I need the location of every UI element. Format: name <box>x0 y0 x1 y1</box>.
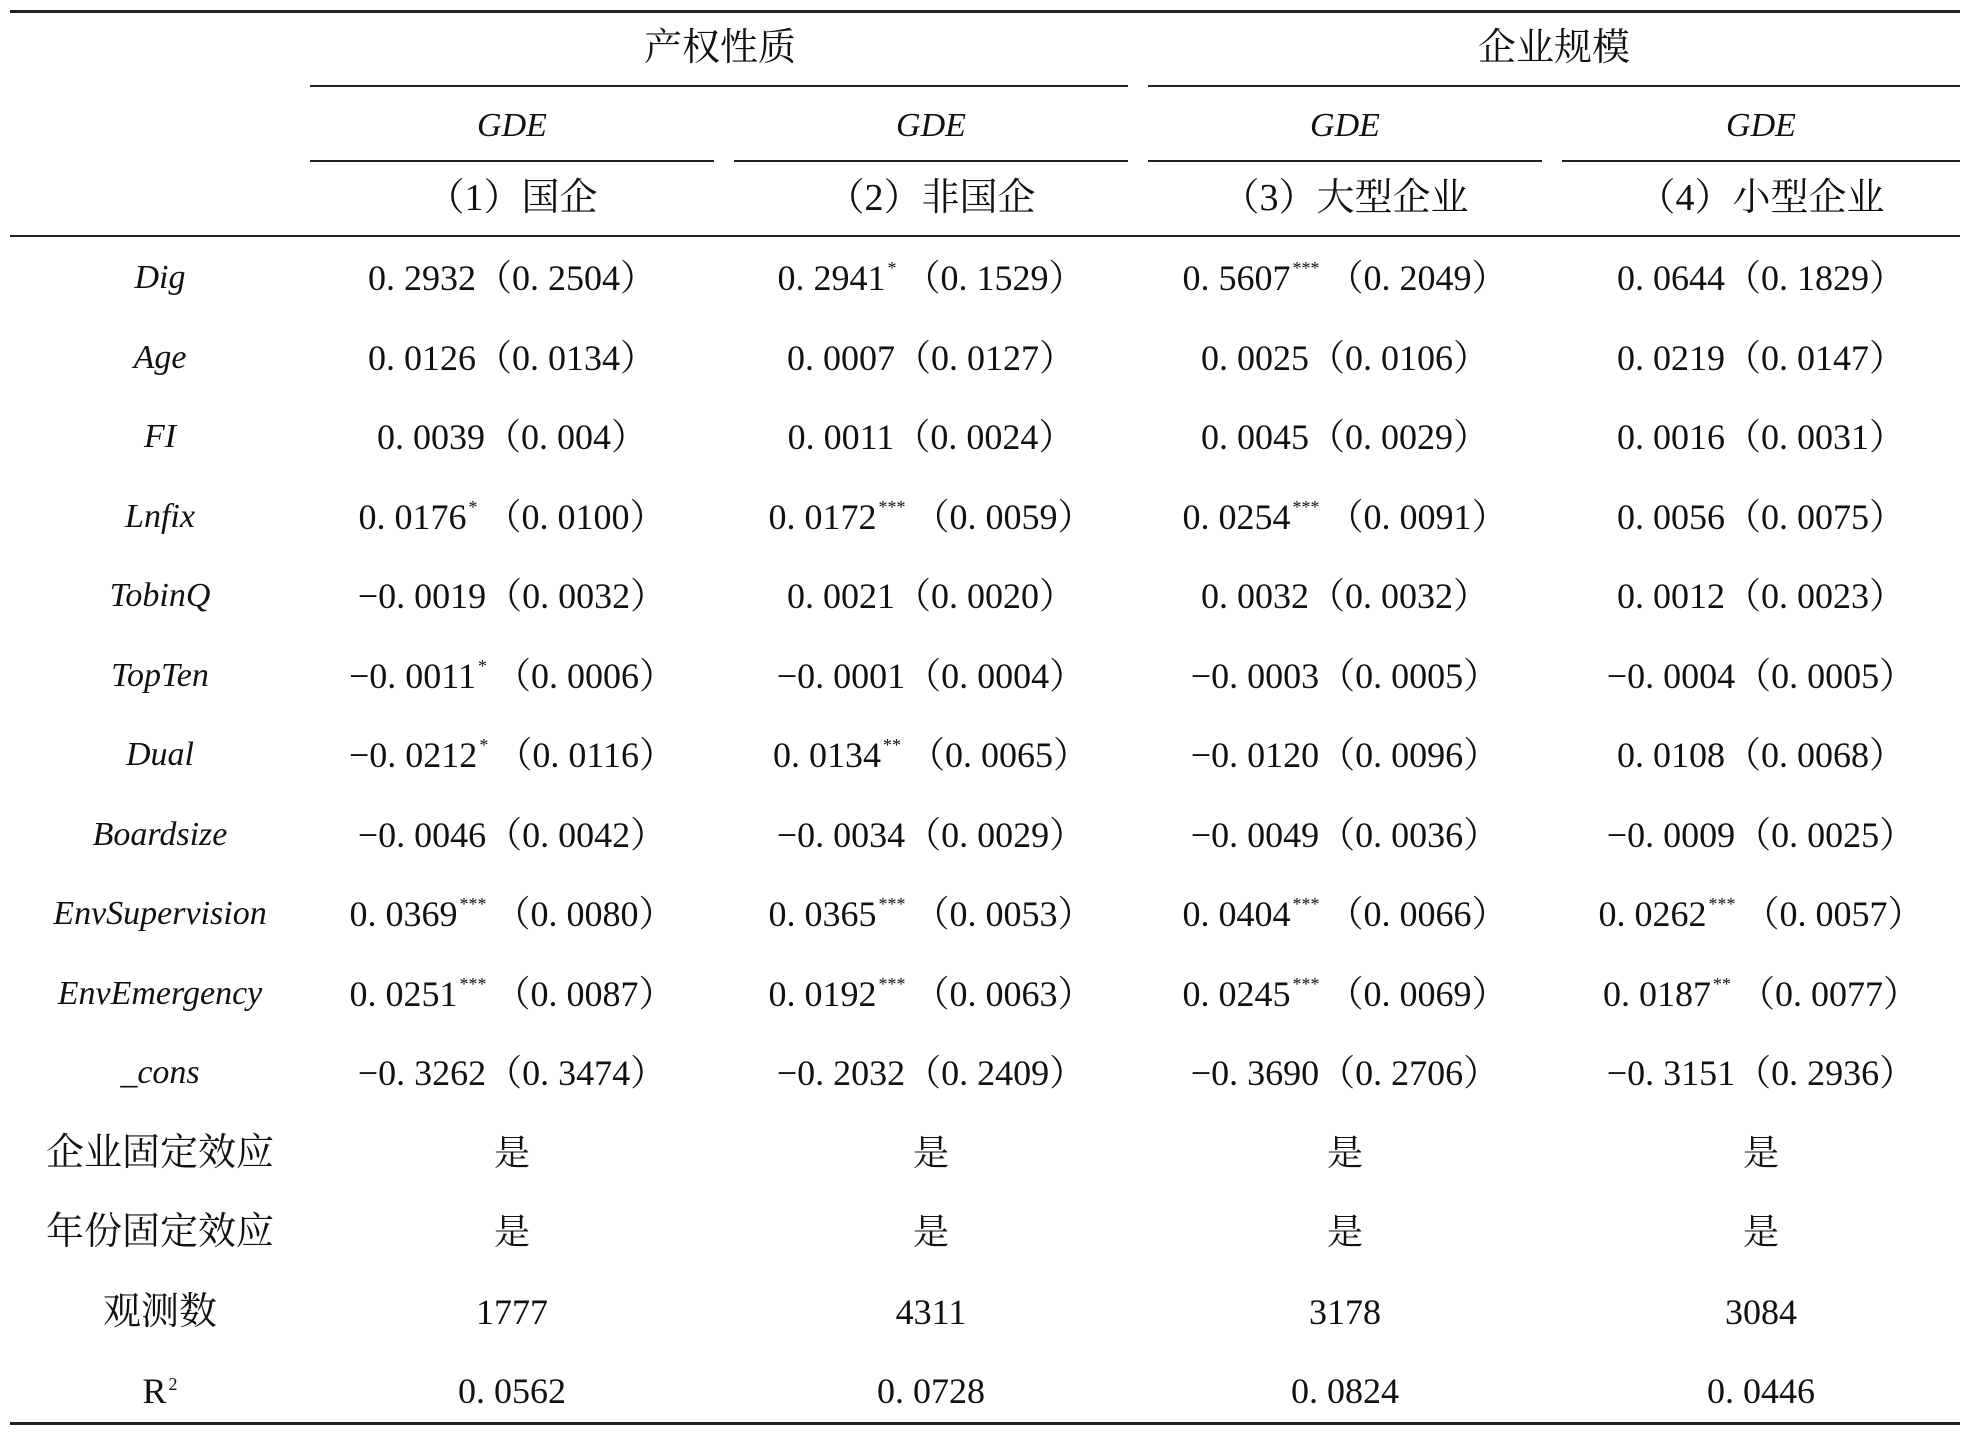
table-cell <box>734 256 1128 306</box>
standard-error: （0. 0059） <box>913 496 1094 537</box>
table-cell: 0. 0446 <box>1707 1371 1815 1411</box>
standard-error: （0. 0004） <box>905 655 1086 696</box>
table-cell <box>1562 495 1960 539</box>
standard-error: （0. 0024） <box>894 417 1075 457</box>
coefficient: 0. 0245 <box>1182 973 1291 1014</box>
row-label: Dig <box>134 259 186 296</box>
table-cell <box>734 654 1128 698</box>
column-header-2: （2）非国企 <box>826 177 1036 219</box>
standard-error: （0. 0116） <box>496 735 675 775</box>
coefficient: 0. 0262 <box>1598 894 1707 934</box>
standard-error: （0. 0065） <box>908 735 1089 775</box>
dep-var-label-4: GDE <box>1726 107 1796 144</box>
significance-stars: *** <box>878 894 906 914</box>
table-cell <box>1148 892 1542 942</box>
table-cell: 是 <box>1742 1212 1779 1252</box>
coefficient: −0. 0003 <box>1190 655 1320 696</box>
significance-stars: *** <box>459 894 487 914</box>
coefficient: −0. 0120 <box>1190 735 1320 775</box>
standard-error: （0. 004） <box>484 417 647 457</box>
table-cell <box>734 892 1128 942</box>
table-cell: 是 <box>1326 1212 1363 1252</box>
coefficient: −0. 0009 <box>1606 814 1736 855</box>
row-label: FI <box>143 418 177 455</box>
group-header-ownership: 产权性质 <box>643 27 796 69</box>
top-rule <box>10 10 1960 13</box>
coefficient: −0. 3262 <box>357 1053 487 1093</box>
coefficient: 0. 0251 <box>349 973 458 1014</box>
row-label: Dual <box>126 736 194 773</box>
table-cell <box>1148 495 1542 545</box>
table-cell <box>734 972 1128 1022</box>
standard-error: （0. 0075） <box>1724 496 1905 537</box>
table-cell <box>1562 892 1960 942</box>
coefficient: 0. 0254 <box>1182 496 1291 537</box>
table-cell <box>1148 813 1542 857</box>
significance-stars: ** <box>882 735 901 755</box>
col-rule-4 <box>1562 160 1960 162</box>
coefficient: −0. 0004 <box>1606 655 1736 696</box>
table-cell <box>310 256 714 300</box>
table-cell: 是 <box>912 1132 949 1173</box>
coefficient: −0. 0046 <box>357 814 487 855</box>
coefficient: 0. 0219 <box>1616 337 1725 378</box>
significance-stars: *** <box>459 973 487 994</box>
coefficient: −0. 0011 <box>349 655 476 696</box>
row-label: Age <box>133 338 187 376</box>
coefficient: 0. 0369 <box>349 894 458 934</box>
table-cell: 3178 <box>1309 1291 1381 1332</box>
standard-error: （0. 1529） <box>904 258 1085 298</box>
significance-stars: *** <box>878 496 906 517</box>
table-cell: 是 <box>493 1132 530 1173</box>
standard-error: （0. 1829） <box>1724 258 1905 298</box>
table-cell: 1777 <box>476 1291 548 1332</box>
table-cell: 是 <box>493 1212 530 1252</box>
table-cell <box>1562 574 1960 618</box>
table-cell <box>734 336 1128 380</box>
standard-error: （0. 0096） <box>1319 735 1500 775</box>
row-label-r2 <box>10 1369 310 1413</box>
standard-error: （0. 2409） <box>905 1053 1086 1093</box>
standard-error: （0. 0006） <box>494 655 675 696</box>
standard-error: （0. 0069） <box>1327 973 1508 1014</box>
table-cell <box>310 733 714 783</box>
col-rule-2 <box>734 160 1128 162</box>
row-label: 企业固定效应 <box>45 1131 274 1174</box>
standard-error: （0. 0106） <box>1308 337 1489 378</box>
table-cell: 是 <box>912 1212 949 1252</box>
coefficient: 0. 0172 <box>768 496 877 537</box>
standard-error: （0. 0077） <box>1738 973 1919 1014</box>
table-cell <box>310 892 714 942</box>
standard-error: （0. 2706） <box>1319 1053 1500 1093</box>
column-header-4: （4）小型企业 <box>1637 177 1885 219</box>
standard-error: （0. 0036） <box>1319 814 1500 855</box>
coefficient: 0. 0007 <box>786 337 895 378</box>
standard-error: （0. 0066） <box>1327 894 1508 934</box>
table-cell: 是 <box>1742 1132 1779 1173</box>
standard-error: （0. 0091） <box>1327 496 1508 537</box>
r-superscript: 2 <box>168 1374 178 1394</box>
table-cell <box>1148 336 1542 380</box>
coefficient: 0. 0011 <box>787 417 895 457</box>
table-cell <box>1562 1051 1960 1095</box>
group-rule-size <box>1148 85 1960 87</box>
coefficient: 0. 0134 <box>772 735 881 775</box>
r-label: R <box>142 1371 167 1411</box>
dep-var-label-2: GDE <box>896 107 966 144</box>
standard-error: （0. 0147） <box>1724 337 1905 378</box>
coefficient: 0. 0644 <box>1616 258 1725 298</box>
table-cell <box>1148 415 1542 459</box>
standard-error: （0. 0087） <box>494 973 675 1014</box>
coefficient: 0. 0404 <box>1182 894 1291 934</box>
column-header-1: （1）国企 <box>426 177 598 219</box>
header-rule <box>10 235 1960 237</box>
group-header-size: 企业规模 <box>1477 27 1630 69</box>
table-cell: 4311 <box>895 1291 967 1332</box>
standard-error: （0. 0080） <box>494 894 675 934</box>
row-label: TobinQ <box>109 577 211 614</box>
column-header-3: （3）大型企业 <box>1221 177 1469 219</box>
group-rule-ownership <box>310 85 1128 87</box>
standard-error: （0. 0023） <box>1724 576 1905 616</box>
coefficient: 0. 2941 <box>777 258 886 298</box>
table-cell <box>734 574 1128 618</box>
row-label: TopTen <box>111 656 209 694</box>
coefficient: −0. 0019 <box>357 576 487 616</box>
coefficient: −0. 0049 <box>1190 814 1320 855</box>
significance-stars: *** <box>878 973 906 994</box>
standard-error: （0. 0005） <box>1735 655 1916 696</box>
row-label: 年份固定效应 <box>45 1211 274 1253</box>
coefficient: 0. 0108 <box>1616 735 1725 775</box>
table-cell: 是 <box>1326 1132 1363 1173</box>
table-cell <box>1562 256 1960 300</box>
coefficient: 0. 0056 <box>1616 496 1725 537</box>
table-cell <box>1148 733 1542 777</box>
coefficient: 0. 0021 <box>786 576 895 616</box>
row-label: EnvSupervision <box>53 895 267 932</box>
significance-stars: *** <box>1292 496 1320 517</box>
standard-error: （0. 0053） <box>913 894 1094 934</box>
table-cell <box>1148 574 1542 618</box>
table-cell <box>310 813 714 857</box>
significance-stars: ** <box>1712 973 1731 994</box>
row-label: Lnfix <box>125 497 195 535</box>
coefficient: −0. 2032 <box>776 1053 906 1093</box>
significance-stars: *** <box>1292 894 1320 914</box>
standard-error: （0. 2504） <box>475 258 656 298</box>
table-cell: 0. 0824 <box>1291 1371 1399 1411</box>
table-cell <box>1148 972 1542 1022</box>
row-label: Boardsize <box>92 815 228 853</box>
table-cell <box>1148 256 1542 306</box>
table-cell <box>310 415 714 459</box>
standard-error: （0. 0031） <box>1724 417 1905 457</box>
row-label: EnvEmergency <box>57 974 263 1012</box>
table-cell <box>1562 415 1960 459</box>
significance-stars: * <box>468 496 478 517</box>
standard-error: （0. 0025） <box>1735 814 1916 855</box>
table-cell <box>310 654 714 704</box>
standard-error: （0. 2936） <box>1735 1053 1916 1093</box>
table-cell: 0. 0562 <box>458 1371 566 1411</box>
table-cell <box>734 813 1128 857</box>
coefficient: 0. 0126 <box>367 337 476 378</box>
col-rule-3 <box>1148 160 1542 162</box>
standard-error: （0. 0029） <box>905 814 1086 855</box>
table-cell <box>310 336 714 380</box>
table-cell <box>734 733 1128 783</box>
table-cell <box>1148 654 1542 698</box>
significance-stars: * <box>479 735 489 755</box>
table-cell: 0. 0728 <box>877 1371 985 1411</box>
coefficient: 0. 0025 <box>1200 337 1309 378</box>
table-cell <box>734 415 1128 459</box>
table-cell <box>1562 654 1960 698</box>
dep-var-label-3: GDE <box>1310 107 1380 144</box>
table-cell <box>1562 733 1960 777</box>
standard-error: （0. 0063） <box>913 973 1094 1014</box>
row-label: 观测数 <box>102 1290 217 1333</box>
col-rule-1 <box>310 160 714 162</box>
coefficient: 0. 0192 <box>768 973 877 1014</box>
standard-error: （0. 0068） <box>1724 735 1905 775</box>
standard-error: （0. 0032） <box>486 576 667 616</box>
standard-error: （0. 0029） <box>1308 417 1489 457</box>
significance-stars: * <box>887 258 897 278</box>
coefficient: 0. 0187 <box>1602 973 1711 1014</box>
table-cell <box>310 1051 714 1095</box>
significance-stars: *** <box>1708 894 1736 914</box>
coefficient: −0. 0212 <box>349 735 478 775</box>
coefficient: 0. 0365 <box>768 894 877 934</box>
coefficient: 0. 5607 <box>1182 258 1291 298</box>
table-cell <box>310 495 714 545</box>
coefficient: 0. 2932 <box>367 258 476 298</box>
standard-error: （0. 2049） <box>1327 258 1508 298</box>
standard-error: （0. 0042） <box>486 814 667 855</box>
table-cell <box>1562 813 1960 857</box>
standard-error: （0. 0134） <box>475 337 656 378</box>
bottom-rule <box>10 1422 1960 1425</box>
table-cell: 3084 <box>1725 1291 1797 1332</box>
standard-error: （0. 0100） <box>485 496 666 537</box>
significance-stars: *** <box>1292 973 1320 994</box>
table-cell <box>310 972 714 1022</box>
standard-error: （0. 0020） <box>894 576 1075 616</box>
coefficient: 0. 0016 <box>1616 417 1725 457</box>
standard-error: （0. 0057） <box>1743 894 1924 934</box>
table-cell <box>734 495 1128 545</box>
standard-error: （0. 3474） <box>486 1053 667 1093</box>
table-cell <box>1562 972 1960 1022</box>
significance-stars: * <box>477 655 487 676</box>
table-cell <box>310 574 714 618</box>
standard-error: （0. 0032） <box>1308 576 1489 616</box>
coefficient: 0. 0012 <box>1616 576 1725 616</box>
table-cell <box>1562 336 1960 380</box>
coefficient: −0. 3690 <box>1190 1053 1320 1093</box>
coefficient: 0. 0176 <box>358 496 467 537</box>
table-cell <box>734 1051 1128 1095</box>
coefficient: 0. 0032 <box>1200 576 1309 616</box>
coefficient: 0. 0039 <box>376 417 485 457</box>
coefficient: −0. 0001 <box>776 655 906 696</box>
standard-error: （0. 0005） <box>1319 655 1500 696</box>
coefficient: −0. 3151 <box>1606 1053 1736 1093</box>
significance-stars: *** <box>1292 258 1320 278</box>
table-cell <box>1148 1051 1542 1095</box>
row-label: _cons <box>120 1054 200 1091</box>
coefficient: 0. 0045 <box>1200 417 1309 457</box>
coefficient: −0. 0034 <box>776 814 906 855</box>
standard-error: （0. 0127） <box>894 337 1075 378</box>
dep-var-label-1: GDE <box>477 107 547 144</box>
